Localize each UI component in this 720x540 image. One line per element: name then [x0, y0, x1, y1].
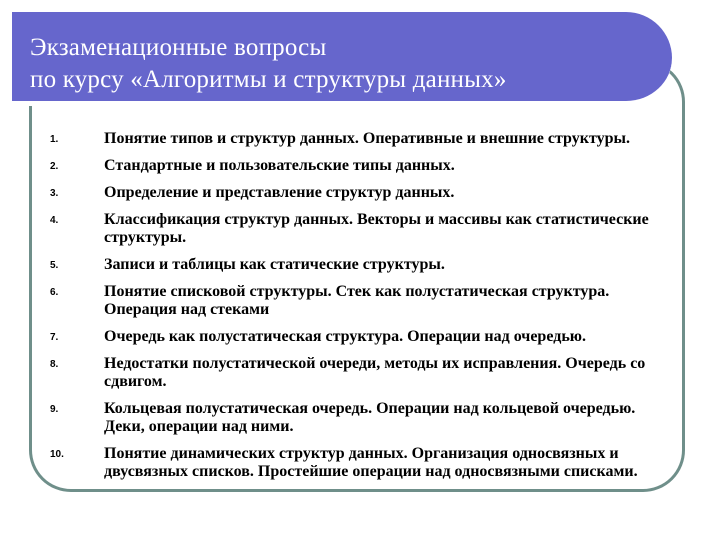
- question-number: 2.: [50, 161, 59, 172]
- question-item-1: [50, 130, 660, 148]
- title-banner: [12, 12, 672, 104]
- question-number: 4.: [50, 215, 59, 226]
- slide-title-line-2: по курсу «Алгоритмы и структуры данных»: [30, 66, 507, 93]
- question-item-4: [50, 211, 660, 247]
- question-item-10: [50, 445, 660, 481]
- exam-question-list: [50, 130, 660, 490]
- question-item-5: [50, 256, 660, 274]
- question-text: Понятие типов и структур данных. Оперативные и внешние структуры.: [104, 130, 630, 147]
- question-item-7: [50, 328, 660, 346]
- question-number: 10.: [50, 449, 64, 460]
- question-text: Очередь как полустатическая структура. Операции над очередью.: [104, 328, 586, 345]
- question-number: 5.: [50, 260, 59, 271]
- question-item-6: [50, 283, 660, 319]
- question-number: 3.: [50, 188, 59, 199]
- question-item-8: [50, 355, 660, 391]
- title-divider: [12, 103, 642, 106]
- question-text: Классификация структур данных. Векторы и массивы как статистические структуры.: [104, 211, 649, 246]
- slide-title-line-1: Экзаменационные вопросы: [30, 34, 327, 61]
- question-text: Понятие списковой структуры. Стек как полустатическая структура. Операция над стеками: [104, 283, 610, 318]
- question-text: Понятие динамических структур данных. Организация односвязных и двусвязных списков. Простейшие операции над односвязными списками.: [104, 445, 638, 480]
- slide-title: [30, 32, 650, 96]
- question-item-3: [50, 184, 660, 202]
- question-number: 9.: [50, 404, 59, 415]
- question-number: 7.: [50, 332, 59, 343]
- question-item-2: [50, 157, 660, 175]
- question-number: 6.: [50, 287, 59, 298]
- question-text: Кольцевая полустатическая очередь. Операции над кольцевой очередью. Деки, операции над ними.: [104, 400, 636, 435]
- question-text: Определение и представление структур данных.: [104, 184, 455, 201]
- question-number: 1.: [50, 134, 59, 145]
- question-number: 8.: [50, 359, 59, 370]
- question-text: Записи и таблицы как статические структуры.: [104, 256, 445, 273]
- question-text: Стандартные и пользовательские типы данных.: [104, 157, 455, 174]
- question-item-9: [50, 400, 660, 436]
- question-text: Недостатки полустатической очереди, методы их исправления. Очередь со сдвигом.: [104, 355, 646, 390]
